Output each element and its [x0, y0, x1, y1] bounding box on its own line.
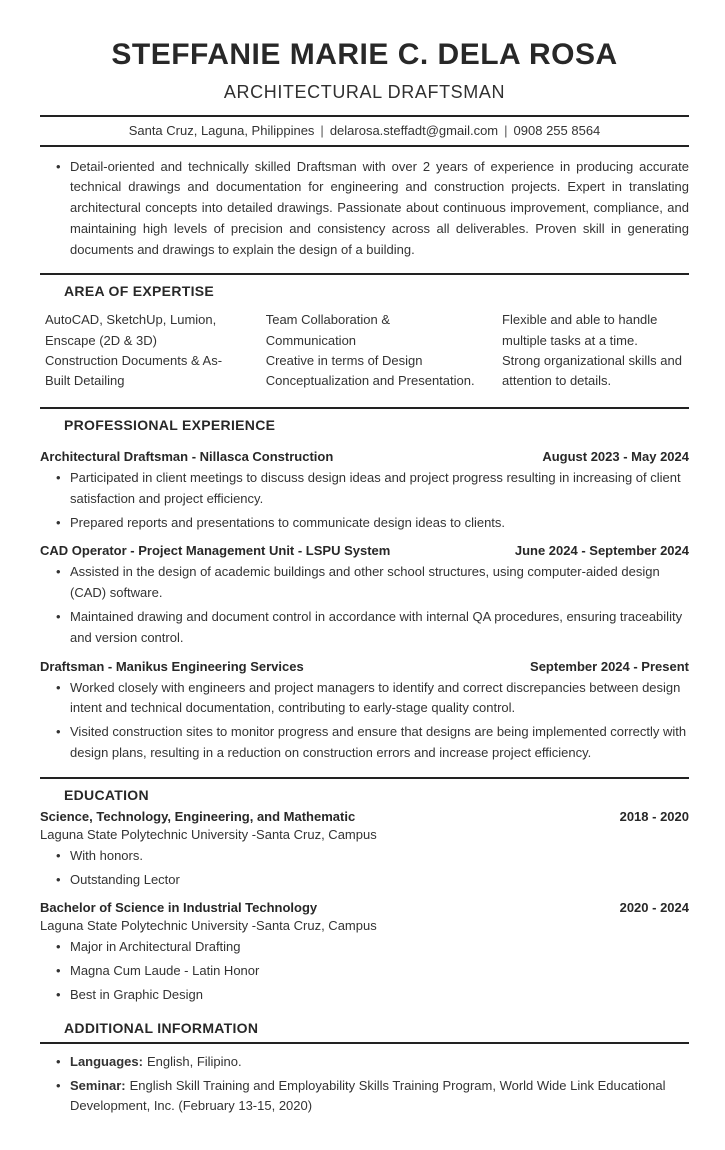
education-bullet: • Major in Architectural Drafting	[52, 937, 689, 958]
experience-bullet: • Prepared reports and presentations to communicate design ideas to clients.	[52, 513, 689, 534]
experience-job-title: Draftsman - Manikus Engineering Services	[40, 658, 304, 674]
experience-entry	[40, 449, 689, 533]
education-years: 2018 - 2020	[619, 808, 689, 824]
additional-item-text: English Skill Training and Employability Skills Training Program, World Wide Link Educational Development, Inc. (February 13-15, 2020)	[70, 1077, 666, 1114]
education-school: Laguna State Polytechnic University -Santa Cruz, Campus	[40, 918, 377, 934]
contact-separator: |	[320, 122, 324, 138]
experience-job-dates: June 2024 - September 2024	[514, 543, 689, 559]
experience-bullet: • Worked closely with engineers and project managers to identify and correct discrepancies between design intent and technical documentation, contributing to early-stage quality control.	[52, 678, 689, 720]
experience-bullets	[40, 468, 689, 533]
contact-line	[40, 117, 689, 145]
person-job-title: ARCHITECTURAL DRAFTSMAN	[223, 81, 506, 102]
expertise-column-2	[266, 310, 476, 391]
contact-email: delarosa.steffadt@gmail.com	[329, 122, 499, 138]
contact-phone: 0908 255 8564	[513, 122, 601, 138]
education-bullets	[40, 846, 689, 891]
additional-item-label: Languages:	[70, 1053, 143, 1069]
education-entry-head	[40, 809, 689, 824]
additional-item	[52, 1052, 689, 1073]
additional-item-label: Seminar:	[70, 1077, 126, 1093]
summary-bullet: • Detail-oriented and technically skilled Draftsman with over 2 years of experience in producing accurate technical drawings and documentation for engineering and construction projects. Expert in translating architectural concepts into detailed drawings. Passionate about continuous improvement, compliance, and maintaining high levels of precision and consistency across all deliverables. Proven skill in generating documents and drawings to explain the design of a building.	[52, 157, 689, 261]
education-degree: Science, Technology, Engineering, and Mathematic	[40, 808, 356, 824]
additional-item	[52, 1076, 689, 1118]
expertise-item: AutoCAD, SketchUp, Lumion, Enscape (2D & 3D)	[45, 312, 217, 348]
experience-job-dates: August 2023 - May 2024	[542, 449, 689, 465]
additional-list	[40, 1052, 689, 1117]
experience-entry-head	[40, 659, 689, 674]
experience-job-title: CAD Operator - Project Management Unit - LSPU System	[40, 543, 391, 559]
education-entry-head	[40, 900, 689, 915]
expertise-item: Team Collaboration & Communication	[265, 312, 391, 348]
section-heading-expertise: AREA OF EXPERTISE	[64, 283, 215, 300]
section-heading-education: EDUCATION	[64, 786, 149, 803]
experience-entry	[40, 543, 689, 648]
education-bullet: • With honors.	[52, 846, 689, 867]
additional-item-text: English, Filipino.	[146, 1053, 242, 1069]
experience-bullets	[40, 562, 689, 648]
experience-bullet: • Participated in client meetings to discuss design ideas and project progress resulting in increasing of client satisfaction and project efficiency.	[52, 468, 689, 510]
education-entry	[40, 900, 689, 1005]
expertise-item: Strong organizational skills and attention to details.	[502, 352, 682, 388]
education-school: Laguna State Polytechnic University -Santa Cruz, Campus	[40, 826, 377, 842]
experience-job-title: Architectural Draftsman - Nillasca Construction	[40, 449, 334, 465]
divider	[40, 407, 689, 409]
education-bullets	[40, 937, 689, 1005]
education-bullet: • Magna Cum Laude - Latin Honor	[52, 961, 689, 982]
expertise-grid	[40, 299, 689, 407]
person-name: STEFFANIE MARIE C. DELA ROSA	[111, 38, 618, 71]
contact-location: Santa Cruz, Laguna, Philippines	[128, 122, 315, 138]
experience-job-dates: September 2024 - Present	[530, 658, 689, 674]
education-bullet: • Best in Graphic Design	[52, 985, 689, 1006]
divider	[40, 1042, 689, 1044]
experience-bullets	[40, 678, 689, 764]
expertise-item: Flexible and able to handle multiple tasks at a time.	[502, 312, 658, 348]
experience-bullet: • Visited construction sites to monitor progress and ensure that designs are being implemented correctly with design plans, resulting in a reduction on construction errors and increase project efficiency.	[52, 722, 689, 764]
divider	[40, 273, 689, 275]
contact-separator: |	[504, 122, 508, 138]
education-degree: Bachelor of Science in Industrial Technology	[40, 900, 318, 916]
experience-entry	[40, 659, 689, 764]
expertise-column-1	[45, 310, 240, 391]
expertise-column-3	[502, 310, 687, 391]
section-heading-additional: ADDITIONAL INFORMATION	[64, 1019, 259, 1036]
experience-bullet: • Maintained drawing and document control in accordance with internal QA procedures, ensuring traceability and version control.	[52, 607, 689, 649]
experience-entry-head	[40, 543, 689, 558]
experience-bullet: • Assisted in the design of academic buildings and other school structures, using computer-aided design (CAD) software.	[52, 562, 689, 604]
education-entry	[40, 809, 689, 891]
experience-entry-head	[40, 449, 689, 464]
education-bullet: • Outstanding Lector	[52, 870, 689, 891]
education-years: 2020 - 2024	[619, 900, 689, 916]
section-heading-experience: PROFESSIONAL EXPERIENCE	[64, 417, 276, 434]
expertise-item: Creative in terms of Design Conceptualization and Presentation.	[265, 352, 475, 388]
summary-section	[40, 147, 689, 274]
divider	[40, 777, 689, 779]
expertise-item: Construction Documents & As-Built Detailing	[45, 352, 223, 388]
